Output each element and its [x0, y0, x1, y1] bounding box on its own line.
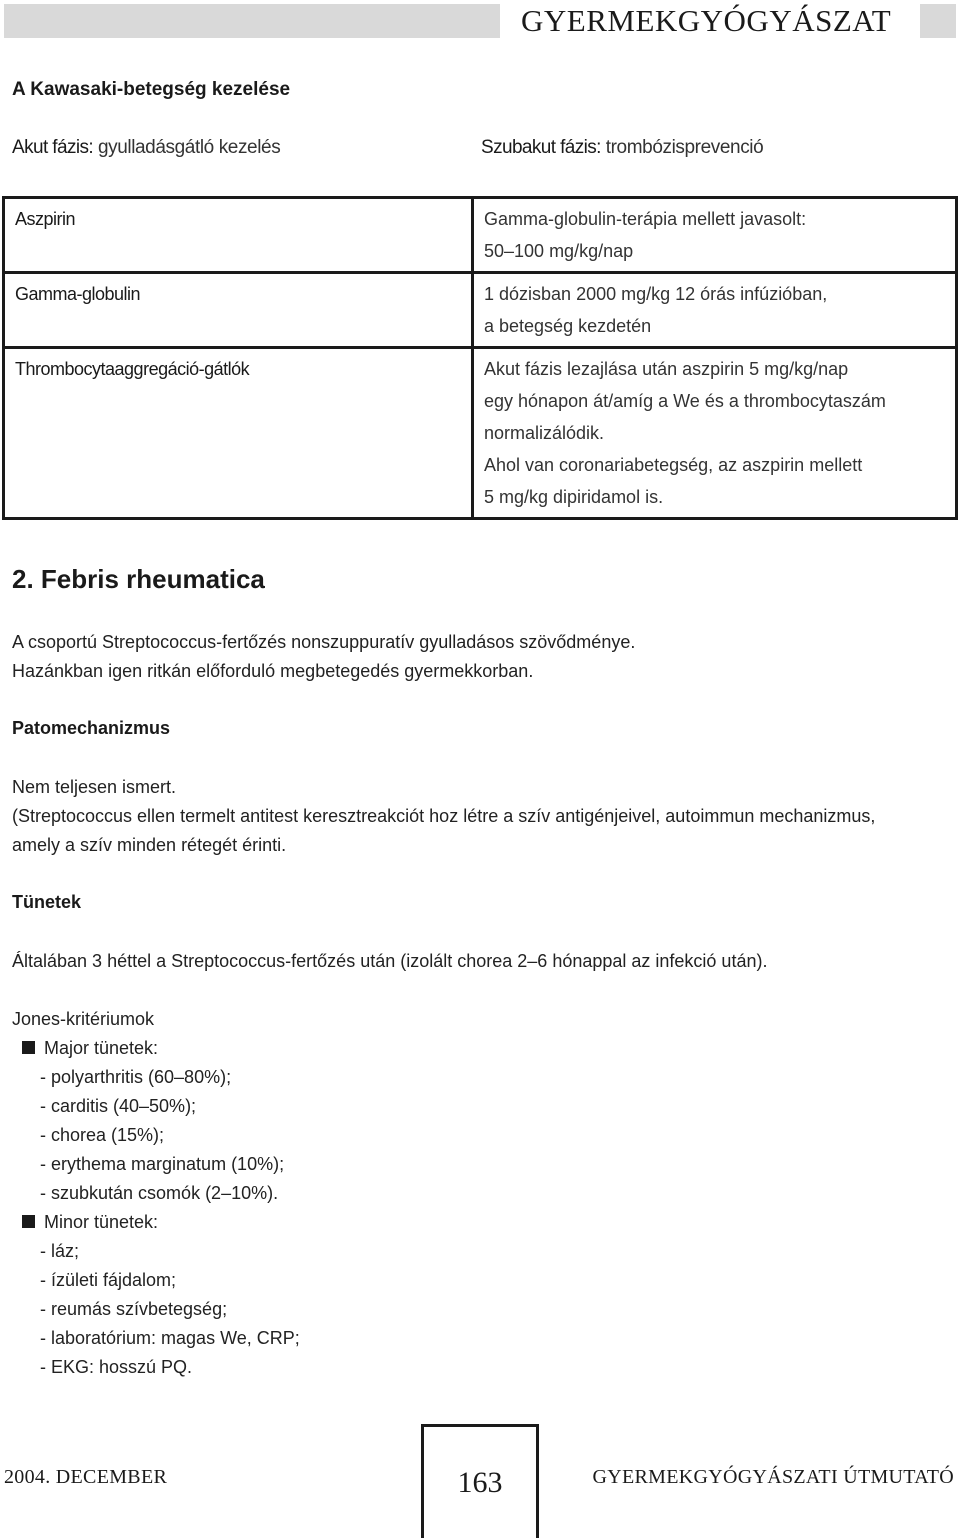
dosage-cell	[473, 198, 957, 273]
febris-heading: 2. Febris rheumatica	[12, 564, 265, 594]
major-list	[12, 1063, 952, 1208]
intro-paragraph	[12, 628, 952, 686]
table-row	[4, 348, 957, 519]
patomech-line: amely a szív minden rétegét érinti.	[12, 835, 287, 855]
drug-cell: Thrombocytaaggregáció-gátlók	[4, 348, 473, 519]
header-corner-box	[920, 4, 956, 38]
symptoms-paragraph: Általában 3 héttel a Streptococcus-fertőzés után (izolált chorea 2–6 hónappal az infekció után).	[12, 951, 768, 971]
dosage-line: 1 dózisban 2000 mg/kg 12 órás infúzióban,	[484, 284, 828, 304]
acute-phase-text: gyulladásgátló kezelés	[97, 137, 281, 158]
list-item: - reumás szívbetegség;	[40, 1299, 228, 1319]
subacute-phase-label: Szubakut fázis:	[481, 137, 601, 158]
acute-phase	[12, 137, 280, 159]
subacute-phase	[481, 137, 763, 159]
tunetek-heading: Tünetek	[12, 892, 82, 912]
list-item: - EKG: hosszú PQ.	[40, 1357, 193, 1377]
dosage-cell	[473, 273, 957, 348]
subacute-phase-text: trombózisprevenció	[605, 137, 764, 158]
major-label: Major tünetek:	[44, 1038, 159, 1058]
drug-cell: Aszpirin	[4, 198, 473, 273]
list-item: - ízületi fájdalom;	[40, 1270, 177, 1290]
drug-cell: Gamma-globulin	[4, 273, 473, 348]
acute-phase-label: Akut fázis:	[12, 137, 94, 158]
list-item: - szubkután csomók (2–10%).	[40, 1183, 279, 1203]
dosage-line: a betegség kezdetén	[484, 316, 652, 336]
table-row	[4, 273, 957, 348]
patomechanizmus-heading: Patomechanizmus	[12, 718, 171, 738]
publication-name: GYERMEKGYÓGYÁSZATI ÚTMUTATÓ	[592, 1466, 954, 1488]
square-bullet-icon	[22, 1041, 35, 1054]
page-number: 163	[457, 1465, 503, 1499]
page-number-box	[421, 1424, 539, 1538]
patomech-line: Nem teljesen ismert.	[12, 777, 177, 797]
jones-criteria	[12, 1005, 952, 1382]
minor-list	[12, 1237, 952, 1382]
patomechanizmus-paragraph	[12, 773, 952, 860]
kawasaki-heading: A Kawasaki-betegség kezelése	[12, 79, 291, 100]
list-item: - polyarthritis (60–80%);	[40, 1067, 232, 1087]
square-bullet-icon	[22, 1215, 35, 1228]
dosage-line: Akut fázis lezajlása után aszpirin 5 mg/kg/nap	[484, 359, 849, 379]
list-item: - carditis (40–50%);	[40, 1096, 197, 1116]
intro-line: A csoportú Streptococcus-fertőzés nonszuppuratív gyulladásos szövődménye.	[12, 632, 636, 652]
dosage-line: 5 mg/kg dipiridamol is.	[484, 487, 664, 507]
list-item: - láz;	[40, 1241, 80, 1261]
jones-heading: Jones-kritériumok	[12, 1009, 155, 1029]
major-label-row	[12, 1034, 952, 1063]
dosage-cell	[473, 348, 957, 519]
list-item: - chorea (15%);	[40, 1125, 165, 1145]
dosage-line: Gamma-globulin-terápia mellett javasolt:	[484, 209, 807, 229]
header-bar	[4, 4, 500, 38]
patomech-line: (Streptococcus ellen termelt antitest keresztreakciót hoz létre a szív antigénjeivel, autoimmun mechanizmus,	[12, 806, 876, 826]
list-item: - erythema marginatum (10%);	[40, 1154, 285, 1174]
journal-title: GYERMEKGYÓGYÁSZAT	[521, 3, 892, 38]
dosage-line: Ahol van coronariabetegség, az aszpirin mellett	[484, 455, 863, 475]
minor-label-row	[12, 1208, 952, 1237]
intro-line: Hazánkban igen ritkán előforduló megbetegedés gyermekkorban.	[12, 661, 534, 681]
dosage-line: normalizálódik.	[484, 423, 605, 443]
therapy-table	[2, 196, 958, 520]
dosage-line: 50–100 mg/kg/nap	[484, 241, 634, 261]
minor-label: Minor tünetek:	[44, 1212, 159, 1232]
table-row	[4, 198, 957, 273]
list-item: - laboratórium: magas We, CRP;	[40, 1328, 300, 1348]
issue-date: 2004. DECEMBER	[4, 1466, 168, 1488]
dosage-line: egy hónapon át/amíg a We és a thrombocytaszám	[484, 391, 886, 411]
